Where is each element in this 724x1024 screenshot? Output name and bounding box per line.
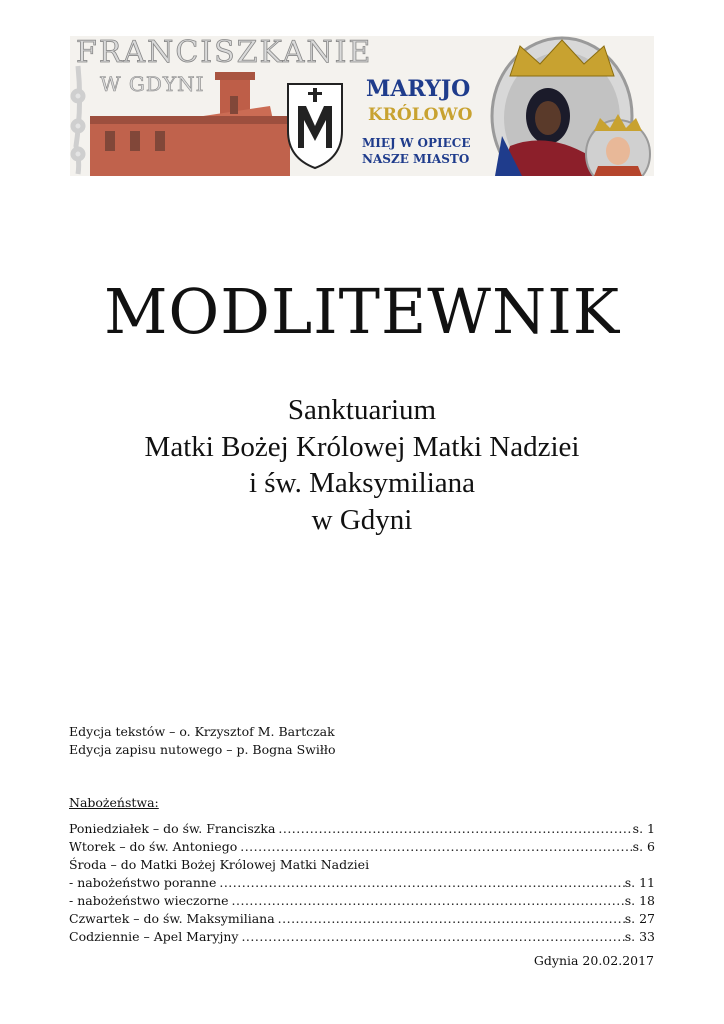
banner-title-line2: W GDYNI [100, 72, 205, 96]
coat-of-arms-icon [288, 84, 342, 168]
banner-title-line1: FRANCISZKANIE [76, 36, 373, 70]
sanctuary-subtitle [0, 392, 724, 538]
slogan-line4: NASZE MIASTO [362, 152, 470, 166]
toc-item-page: s. 11 [624, 875, 655, 890]
toc-section-heading [69, 856, 655, 874]
toc-item-label: Poniedziałek – do św. Franciszka [69, 821, 276, 836]
toc-item-page: s. 33 [624, 929, 655, 944]
toc-item[interactable] [69, 892, 655, 910]
toc-item[interactable] [69, 928, 655, 946]
toc-leader [238, 928, 624, 946]
toc-leader [275, 820, 632, 838]
toc-item-label: Codziennie – Apel Maryjny [69, 929, 239, 944]
toc-item-label: - nabożeństwo poranne [69, 875, 217, 890]
banner-graphic [70, 36, 654, 176]
editorial-credits [69, 723, 335, 759]
subtitle-line: i św. Maksymiliana [248, 467, 476, 499]
toc-item-page: s. 27 [624, 911, 655, 926]
toc-item[interactable] [69, 838, 655, 856]
toc-leader [237, 838, 632, 856]
subtitle-line: Sanktuarium [287, 394, 437, 426]
toc-item-page: s. 6 [632, 839, 655, 854]
madonna-icon [492, 38, 650, 176]
table-of-contents [69, 794, 655, 946]
toc-item-label: Środa – do Matki Bożej Królowej Matki Nadziei [69, 857, 370, 872]
toc-item-label: Wtorek – do św. Antoniego [69, 839, 238, 854]
credit-line: Edycja tekstów – o. Krzysztof M. Bartczak [69, 724, 335, 739]
subtitle-line: Matki Bożej Królowej Matki Nadziei [144, 430, 580, 463]
toc-item-label: Czwartek – do św. Maksymiliana [69, 911, 275, 926]
toc-leader [275, 910, 625, 928]
toc-item[interactable] [69, 910, 655, 928]
toc-heading: Nabożeństwa: [69, 795, 159, 810]
toc-leader [229, 892, 625, 910]
toc-item[interactable] [69, 820, 655, 838]
subtitle-line: w Gdyni [311, 503, 413, 536]
document-title: MODLITEWNIK [103, 275, 621, 348]
place-and-date: Gdynia 20.02.2017 [533, 953, 654, 968]
toc-item-page: s. 1 [632, 821, 655, 836]
franciscan-cord-icon [73, 66, 83, 174]
header-banner [70, 36, 654, 176]
toc-item-page: s. 18 [624, 893, 655, 908]
slogan-line1: MARYJO [366, 76, 471, 102]
slogan-line2: KRÓLOWO [368, 105, 473, 125]
toc-item[interactable] [69, 874, 655, 892]
credit-line: Edycja zapisu nutowego – p. Bogna Swiłło [69, 742, 336, 757]
slogan-line3: MIEJ W OPIECE [362, 136, 471, 150]
toc-leader [216, 874, 624, 892]
toc-item-label: - nabożeństwo wieczorne [69, 893, 229, 908]
